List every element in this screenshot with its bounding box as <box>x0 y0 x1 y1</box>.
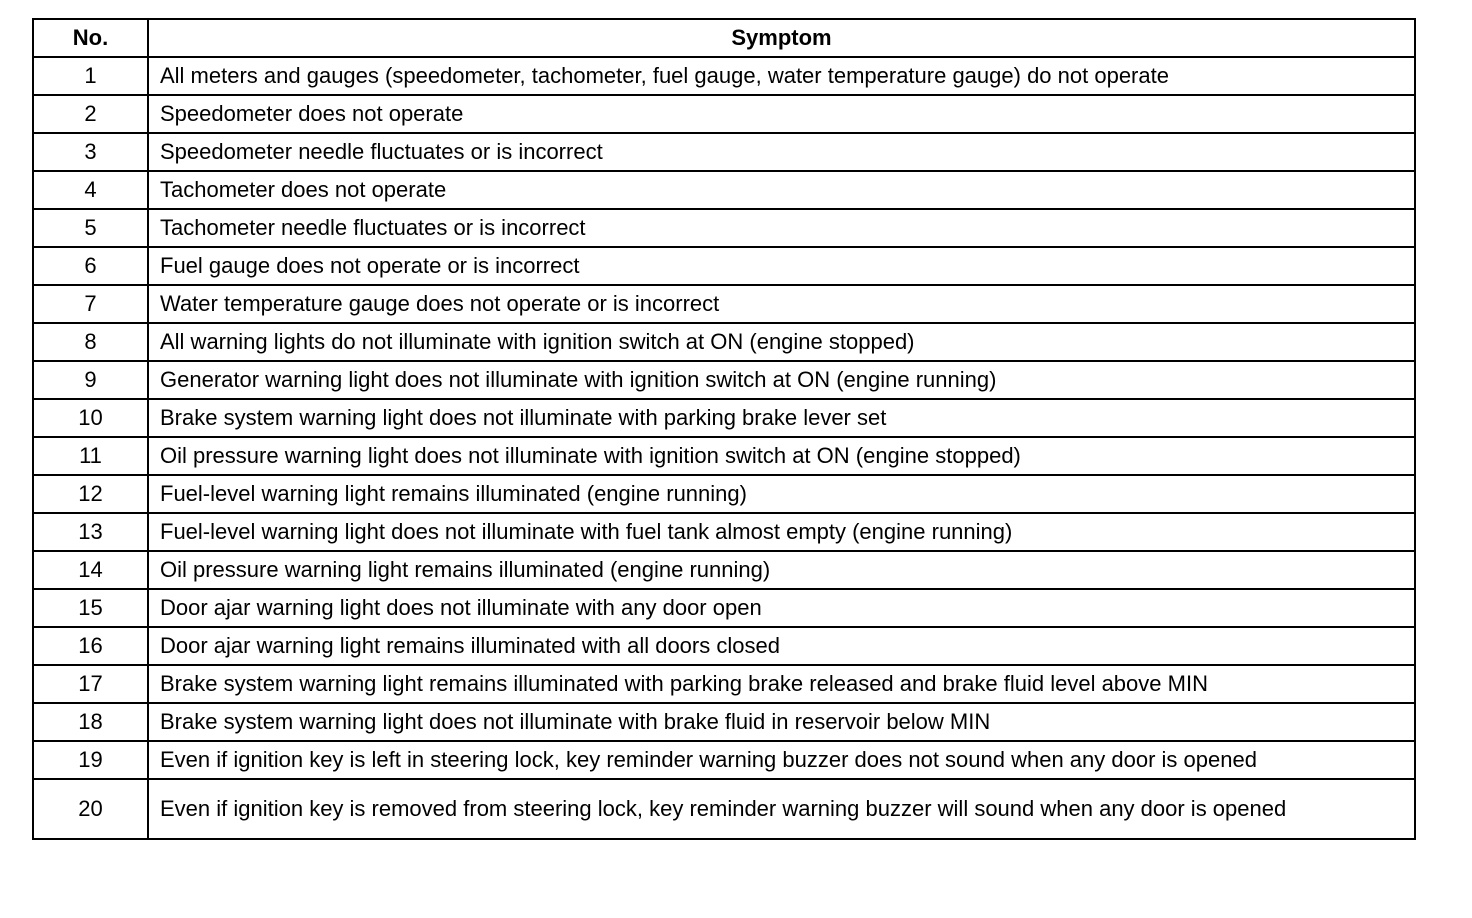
table-row <box>33 513 1415 551</box>
row-symptom: Speedometer needle fluctuates or is incorrect <box>148 133 1415 171</box>
table-row <box>33 665 1415 703</box>
row-symptom: Brake system warning light does not illuminate with parking brake lever set <box>148 399 1415 437</box>
row-symptom: Oil pressure warning light does not illuminate with ignition switch at ON (engine stopped) <box>148 437 1415 475</box>
row-number: 6 <box>33 247 148 285</box>
row-symptom: Fuel-level warning light remains illuminated (engine running) <box>148 475 1415 513</box>
table-row <box>33 627 1415 665</box>
row-number: 14 <box>33 551 148 589</box>
row-symptom: Oil pressure warning light remains illuminated (engine running) <box>148 551 1415 589</box>
symptom-table-container <box>32 18 1414 840</box>
row-number: 13 <box>33 513 148 551</box>
table-row <box>33 57 1415 95</box>
row-number: 1 <box>33 57 148 95</box>
table-row <box>33 437 1415 475</box>
row-symptom: Brake system warning light remains illuminated with parking brake released and brake fluid level above MIN <box>148 665 1415 703</box>
row-symptom: All meters and gauges (speedometer, tachometer, fuel gauge, water temperature gauge) do not operate <box>148 57 1415 95</box>
row-symptom: Tachometer does not operate <box>148 171 1415 209</box>
row-number: 19 <box>33 741 148 779</box>
row-number: 9 <box>33 361 148 399</box>
table-row <box>33 741 1415 779</box>
header-symptom: Symptom <box>148 19 1415 57</box>
table-row <box>33 703 1415 741</box>
row-symptom: Generator warning light does not illuminate with ignition switch at ON (engine running) <box>148 361 1415 399</box>
table-row <box>33 209 1415 247</box>
table-header-row <box>33 19 1415 57</box>
row-number: 18 <box>33 703 148 741</box>
table-row <box>33 323 1415 361</box>
symptom-table <box>32 18 1416 840</box>
row-symptom: Even if ignition key is left in steering lock, key reminder warning buzzer does not sound when any door is opened <box>148 741 1415 779</box>
table-row <box>33 361 1415 399</box>
row-number: 20 <box>33 779 148 839</box>
table-row <box>33 285 1415 323</box>
table-row <box>33 551 1415 589</box>
row-symptom: Speedometer does not operate <box>148 95 1415 133</box>
row-symptom: All warning lights do not illuminate with ignition switch at ON (engine stopped) <box>148 323 1415 361</box>
row-number: 12 <box>33 475 148 513</box>
row-symptom: Tachometer needle fluctuates or is incorrect <box>148 209 1415 247</box>
row-number: 2 <box>33 95 148 133</box>
row-symptom: Door ajar warning light remains illuminated with all doors closed <box>148 627 1415 665</box>
row-number: 7 <box>33 285 148 323</box>
row-symptom: Water temperature gauge does not operate or is incorrect <box>148 285 1415 323</box>
table-body <box>33 57 1415 839</box>
row-symptom: Fuel-level warning light does not illuminate with fuel tank almost empty (engine running) <box>148 513 1415 551</box>
row-symptom: Fuel gauge does not operate or is incorrect <box>148 247 1415 285</box>
table-row <box>33 399 1415 437</box>
table-row <box>33 95 1415 133</box>
table-row <box>33 133 1415 171</box>
table-row <box>33 475 1415 513</box>
row-number: 3 <box>33 133 148 171</box>
row-number: 8 <box>33 323 148 361</box>
row-number: 5 <box>33 209 148 247</box>
row-number: 11 <box>33 437 148 475</box>
row-symptom: Door ajar warning light does not illuminate with any door open <box>148 589 1415 627</box>
table-row <box>33 589 1415 627</box>
table-row <box>33 247 1415 285</box>
table-row <box>33 171 1415 209</box>
table-row <box>33 779 1415 839</box>
row-number: 4 <box>33 171 148 209</box>
header-no: No. <box>33 19 148 57</box>
row-number: 16 <box>33 627 148 665</box>
row-symptom: Brake system warning light does not illuminate with brake fluid in reservoir below MIN <box>148 703 1415 741</box>
row-symptom: Even if ignition key is removed from steering lock, key reminder warning buzzer will sound when any door is opened <box>148 779 1415 839</box>
row-number: 15 <box>33 589 148 627</box>
row-number: 10 <box>33 399 148 437</box>
row-number: 17 <box>33 665 148 703</box>
